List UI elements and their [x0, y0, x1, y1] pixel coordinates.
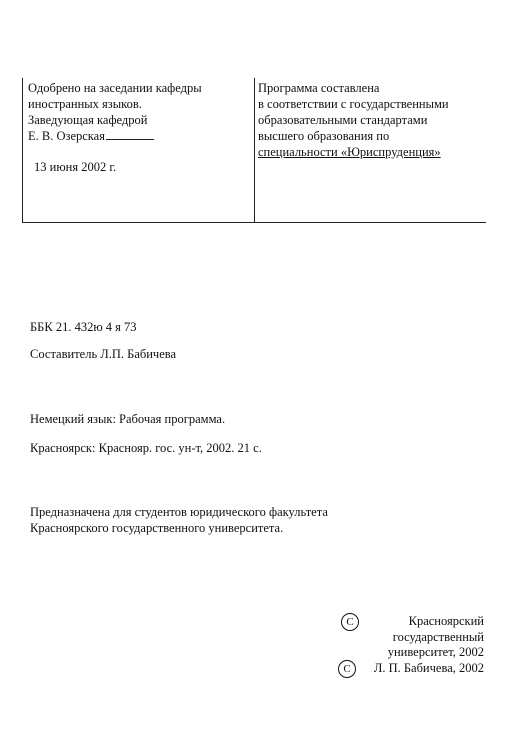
approval-head-name: Е. В. Озерская	[28, 129, 105, 143]
compiler-line: Составитель Л.П. Бабичева	[30, 347, 177, 361]
box-middle-divider	[254, 78, 255, 222]
approval-date: 13 июня 2002 г.	[34, 160, 117, 174]
copyright-holder-line-2: государственный	[392, 630, 484, 644]
approval-signature-line	[28, 129, 154, 144]
program-line-4: высшего образования по	[258, 129, 390, 143]
program-line-1: Программа составлена	[258, 81, 380, 95]
approval-line-3: Заведующая кафедрой	[28, 113, 148, 127]
purpose-line-2: Красноярского государственного университета.	[30, 521, 284, 535]
program-line-3: образовательными стандартами	[258, 113, 428, 127]
copyright-holder-line-1: Красноярский	[408, 614, 484, 628]
approval-line-1: Одобрено на заседании кафедры	[28, 81, 202, 95]
bibliography-publisher: Красноярск: Краснояр. гос. ун-т, 2002. 21 с.	[30, 441, 262, 455]
signature-blank	[106, 129, 154, 140]
copyright-icon: C	[341, 613, 359, 631]
bibliography-title: Немецкий язык: Рабочая программа.	[30, 412, 226, 426]
copyright-author-icon: C	[338, 660, 356, 678]
bbk-code: ББК 21. 432ю 4 я 73	[30, 320, 137, 334]
copyright-holder-line-3: университет, 2002	[387, 645, 484, 659]
box-left-border	[22, 78, 23, 222]
purpose-line-1: Предназначена для студентов юридического факультета	[30, 505, 328, 519]
copyright-author: Л. П. Бабичева, 2002	[373, 661, 484, 675]
approval-line-2: иностранных языков.	[28, 97, 142, 111]
program-line-2: в соответствии с государственными	[258, 97, 449, 111]
program-line-5: специальности «Юриспруденция»	[258, 145, 441, 159]
